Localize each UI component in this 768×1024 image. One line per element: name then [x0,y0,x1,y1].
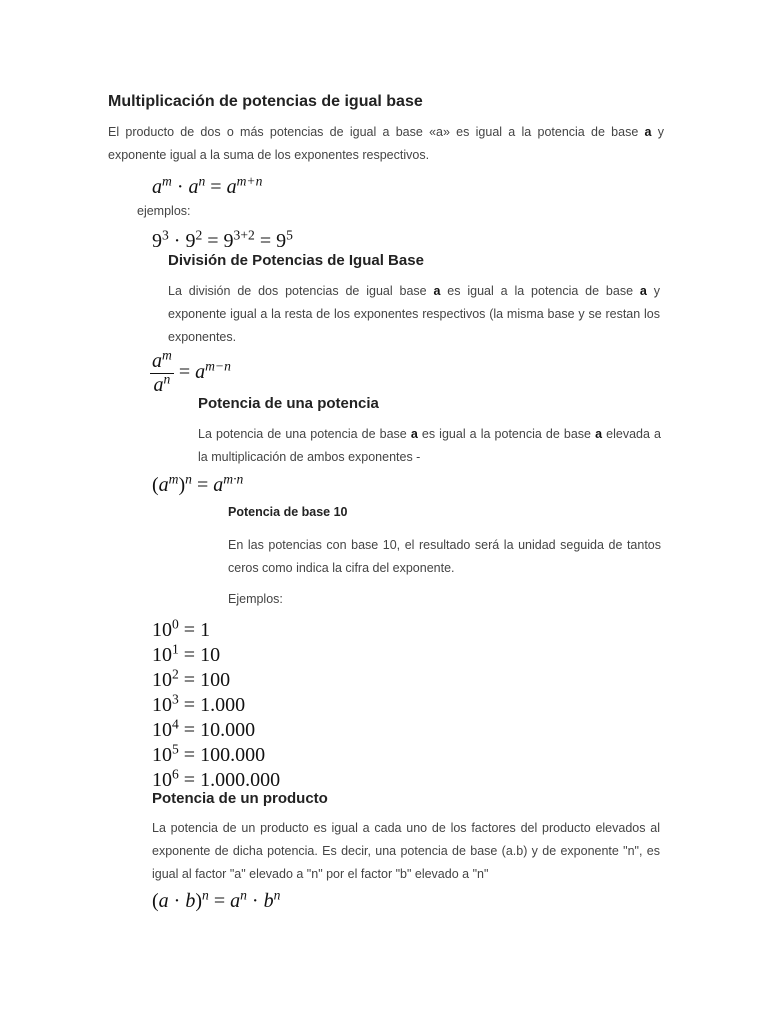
example-multiplicacion: $9^3 \cdot 9^2 = 9^{3+2} = 9^5$ [152,227,293,252]
base-10-examples [152,618,280,793]
paragraph-potencia-producto: La potencia de un producto es igual a cada uno de los factores del producto elevados al exponente de dicha potencia. Es decir, una potencia de base (a.b) y de exponente "n", es igual al factor "a" elevado a "n" por el factor "b" elevado a "n" [152,821,660,881]
base-10-row-3: $10^3 = 1.000$ [152,691,246,716]
heading-multiplicacion: Multiplicación de potencias de igual base [108,93,423,110]
heading-potencia-producto: Potencia de un producto [152,790,328,807]
base-10-row-4: $10^4 = 10.000$ [152,716,256,741]
paragraph-multiplicacion: El producto de dos o más potencias de igual a base «a» es igual a la potencia de base a y exponente igual a la suma de los exponentes respectivos. [108,125,664,162]
formula-potencia-de-potencia: $(a^m)^n = a^{m\cdot n}$ [152,471,244,496]
paragraph-potencia-de-potencia: La potencia de una potencia de base a es igual a la potencia de base a elevada a la multiplicación de ambos exponentes - [198,427,661,464]
heading-potencia-de-potencia: Potencia de una potencia [198,395,379,412]
heading-base-10: Potencia de base 10 [228,505,348,519]
base-10-row-6: $10^6 = 1.000.000$ [152,766,281,791]
base-10-row-1: $10^1 = 10$ [152,641,221,666]
base-10-row-0: $10^0 = 1$ [152,616,211,641]
paragraph-division: La división de dos potencias de igual base a es igual a la potencia de base a y exponente igual a la resta de los exponentes respectivos (la misma base y se restan los exponentes. [168,284,660,344]
formula-multiplicacion: $a^m \cdot a^n = a^{m+n}$ [152,173,263,198]
examples-label-1: ejemplos: [137,204,191,218]
heading-division: División de Potencias de Igual Base [168,252,424,269]
paragraph-base-10: En las potencias con base 10, el resultado será la unidad seguida de tantos ceros como indica la cifra del exponente. [228,538,661,575]
base-10-row-2: $10^2 = 100$ [152,666,231,691]
examples-label-2: Ejemplos: [228,592,283,606]
formula-division: $\frac{a^m}{a^n}$ = $a^{m-n}$ [152,347,231,396]
formula-potencia-producto: $(a \cdot b)^n = a^n \cdot b^n$ [152,887,281,912]
base-10-row-5: $10^5 = 100.000$ [152,741,266,766]
